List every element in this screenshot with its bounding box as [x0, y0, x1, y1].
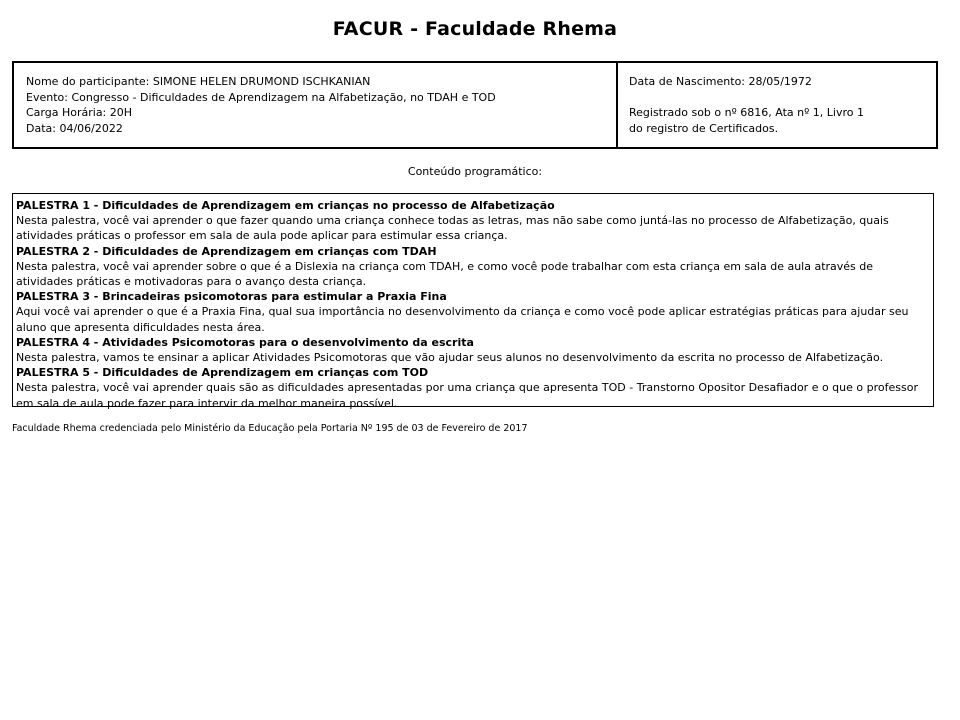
registry-number: Registrado sob o nº 6816, Ata nº 1, Livro 1 — [629, 106, 865, 119]
event-date: Data: 04/06/2022 — [26, 121, 123, 135]
palestra-description: Nesta palestra, você vai aprender sobre o que é a Dislexia na criança com TDAH, e como você pode trabalhar com esta criança em sala de aula através de atividades práticas e motivadoras para o avanço desta criança. — [16, 259, 874, 289]
palestra-description: Nesta palestra, vamos te ensinar a aplicar Atividades Psicomotoras que vão ajudar seus alunos no desenvolvimento da escrita no processo de Alfabetização. — [16, 351, 884, 365]
palestra-title: PALESTRA 5 - Dificuldades de Aprendizagem em crianças com TOD — [16, 366, 429, 380]
palestra-item — [16, 198, 933, 244]
event-name: Evento: Congresso - Dificuldades de Aprendizagem na Alfabetização, no TDAH e TOD — [26, 90, 496, 104]
registry-details — [618, 63, 936, 147]
spacer — [629, 90, 936, 106]
palestra-item — [16, 244, 933, 290]
program-heading: Conteúdo programático: — [407, 165, 543, 178]
palestra-description: Nesta palestra, você vai aprender o que fazer quando uma criança conhece todas as letras, mas não sabe como juntá-las no processo de Alfabetização, quais atividades práticas o professor em sala de aula pode aplicar para estimular essa criança. — [16, 214, 889, 243]
palestra-description: Aqui você vai aprender o que é a Praxia Fina, qual sua importância no desenvolvimento da criança e como você pode aplicar estratégias práticas para ajudar seu aluno que apresenta dificuldades nesta área. — [16, 305, 909, 334]
palestra-item — [16, 335, 933, 365]
palestra-title: PALESTRA 2 - Dificuldades de Aprendizagem em crianças com TDAH — [16, 244, 437, 258]
palestra-title: PALESTRA 3 - Brincadeiras psicomotoras para estimular a Praxia Fina — [16, 290, 447, 304]
workload: Carga Horária: 20H — [26, 106, 133, 119]
registry-book: do registro de Certificados. — [629, 121, 779, 135]
page-title: FACUR - Faculdade Rhema — [332, 18, 618, 40]
participant-info-box — [12, 61, 938, 149]
palestra-title: PALESTRA 1 - Dificuldades de Aprendizagem em crianças no processo de Alfabetização — [16, 199, 555, 212]
accreditation-note: Faculdade Rhema credenciada pelo Ministério da Educação pela Portaria Nº 195 de 03 de Fevereiro de 2017 — [12, 423, 528, 434]
palestra-description: Nesta palestra, você vai aprender quais são as dificuldades apresentadas por uma criança que apresenta TOD - Transtorno Opositor Desafiador e o que o professor em sala de aula pode fazer para intervir da melhor maneira possível. — [16, 381, 918, 410]
palestra-item — [16, 365, 933, 411]
program-content-box — [12, 193, 934, 410]
palestra-item — [16, 289, 933, 335]
birth-date: Data de Nascimento: 28/05/1972 — [629, 75, 812, 88]
participant-name: Nome do participante: SIMONE HELEN DRUMOND ISCHKANIAN — [26, 75, 371, 88]
participant-details — [14, 63, 618, 147]
palestra-title: PALESTRA 4 - Atividades Psicomotoras para o desenvolvimento da escrita — [16, 335, 474, 349]
